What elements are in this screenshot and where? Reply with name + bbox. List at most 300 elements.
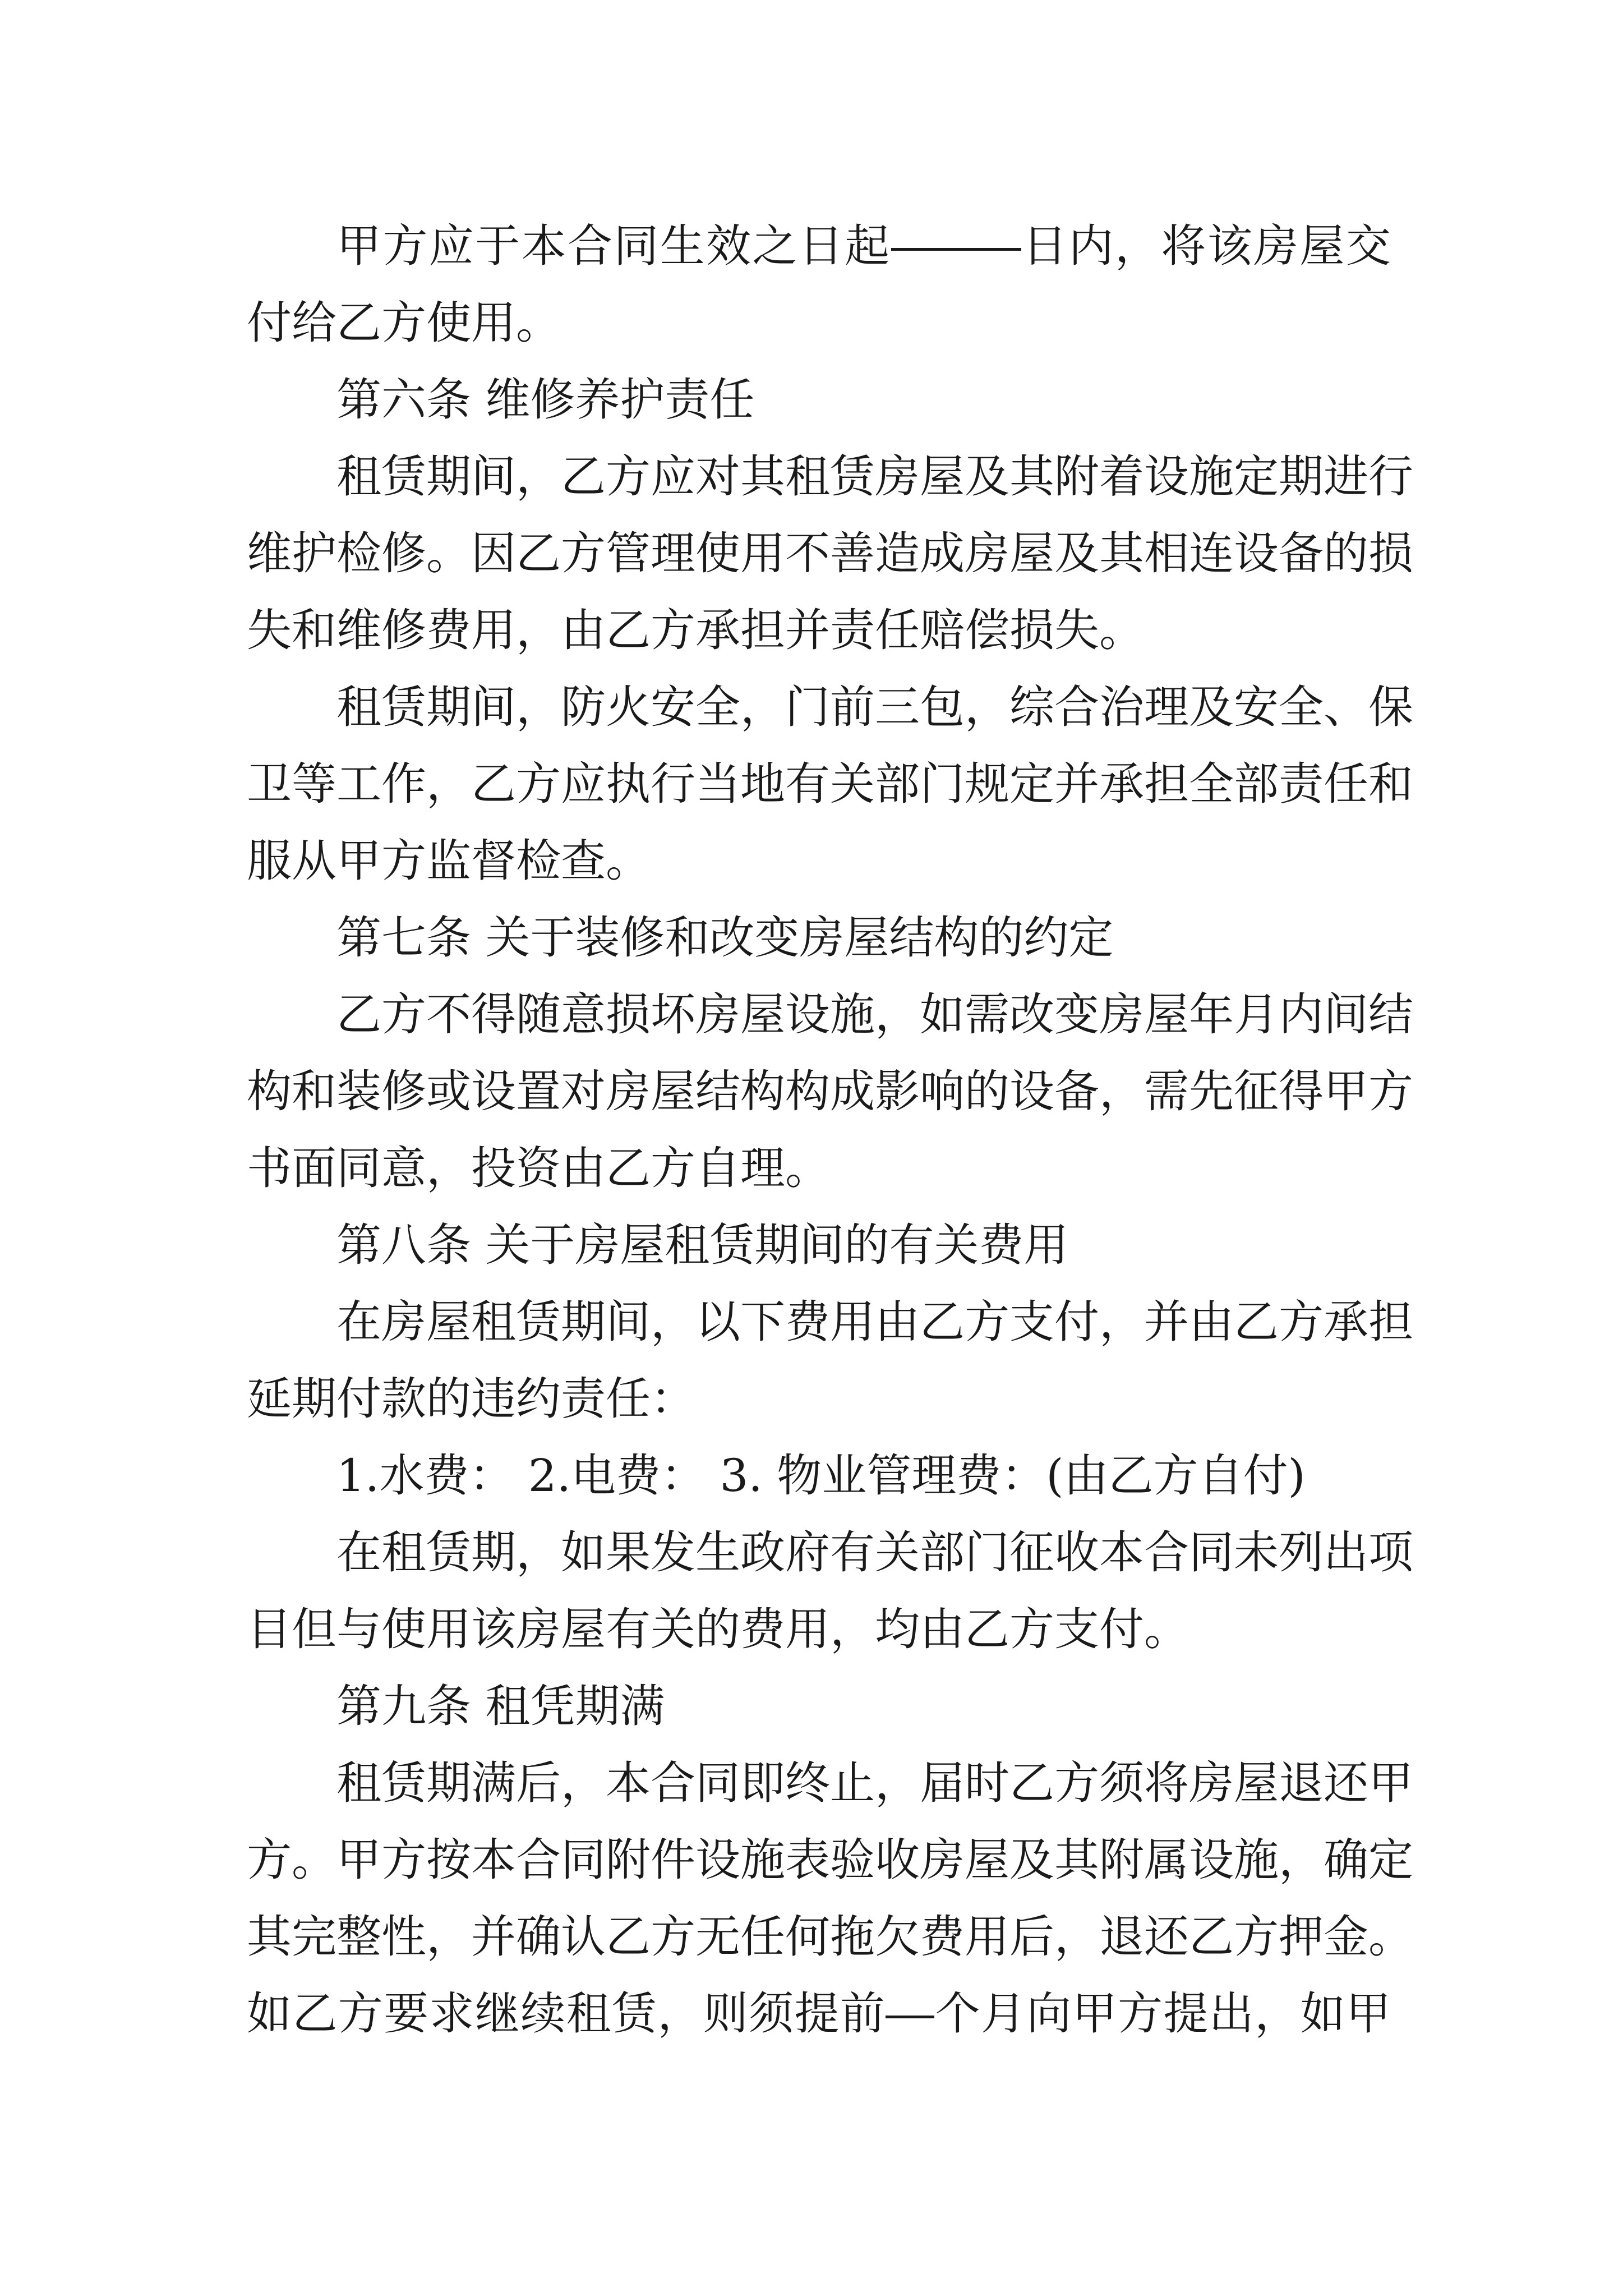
text-glyph: 屋 [426,1296,471,1348]
text-glyph: 同 [695,1757,740,1809]
text-glyph: 对 [695,450,740,503]
text-glyph: 甲 [336,1834,381,1886]
text-glyph: 后 [1009,1911,1054,1963]
text-glyph: 设 [1009,1065,1054,1117]
text-glyph: 列 [1279,1526,1324,1579]
text-glyph: 随 [516,988,561,1041]
text-glyph: 设 [471,1065,516,1117]
text-glyph: 起 [845,220,890,272]
text-glyph: 效 [706,220,751,272]
text-line: 目但与使用该房屋有关的费用，均由乙方支付。 [247,1603,1189,1655]
text-glyph: 由 [1189,1296,1234,1348]
text-glyph: 乙 [336,988,381,1041]
text-glyph: 承 [1324,1296,1368,1348]
fill-in-blank [886,1975,934,2018]
text-glyph: 按 [426,1834,471,1886]
text-glyph: 乙 [516,527,561,579]
text-glyph: 期 [426,681,471,733]
text-glyph: 如 [1300,1987,1345,2040]
text-glyph: 付 [1054,1296,1099,1348]
text-glyph: 方 [247,1834,292,1886]
text-glyph: 续 [520,1987,566,2040]
text-line [247,515,1413,592]
text-glyph: 管 [606,527,651,579]
text-glyph: 发 [651,1526,695,1579]
text-glyph: 费 [920,1911,965,1963]
text-glyph: 属 [1144,1834,1189,1886]
text-glyph: 本 [521,220,566,272]
text-glyph: 前 [840,1987,885,2040]
text-glyph: 间 [1324,988,1368,1041]
text-glyph: 理 [651,527,695,579]
text-glyph: 房 [1099,988,1144,1041]
text-glyph: 地 [740,758,785,810]
text-glyph: 或 [426,1065,471,1117]
text-glyph: 确 [1324,1834,1368,1886]
text-glyph: 行 [651,758,695,810]
text-glyph: 的 [965,1065,1009,1117]
text-glyph: 方 [1118,1987,1163,2040]
text-glyph: 屋 [1299,220,1345,272]
text-glyph: 内 [1279,988,1324,1041]
text-glyph: 本 [1099,1526,1144,1579]
text-glyph: 有 [785,758,830,810]
text-glyph: 全 [695,681,740,733]
text-glyph: 关 [875,1526,920,1579]
text-glyph: 方 [516,758,561,810]
text-line [247,1975,1391,2052]
text-glyph: 月 [981,1987,1026,2040]
text-glyph: 期 [426,450,471,503]
text-glyph: 及 [1009,1834,1054,1886]
text-glyph: 之 [752,220,797,272]
text-glyph: 表 [785,1834,830,1886]
text-glyph: 租 [785,450,830,503]
text-glyph: 还 [1324,1757,1368,1809]
text-glyph: 置 [516,1065,561,1117]
text-glyph: 房 [1189,1757,1234,1809]
text-glyph: 征 [1009,1526,1054,1579]
text-glyph: 房 [695,988,740,1041]
text-glyph: 须 [749,1987,794,2040]
text-glyph: 附 [1099,1834,1144,1886]
text-glyph: 关 [830,758,875,810]
text-glyph: 乙 [920,1296,965,1348]
text-glyph: 部 [1234,758,1279,810]
text-line [247,1898,1413,1975]
text-glyph: 承 [1099,758,1144,810]
text-line [247,976,1413,1053]
text-glyph: 构 [785,1065,830,1117]
text-glyph: 其 [1099,527,1144,579]
text-glyph: 方 [561,527,606,579]
text-glyph: 及 [1189,681,1234,733]
text-glyph: 无 [695,1911,740,1963]
text-glyph: 。 [1368,1911,1413,1963]
text-glyph: 屋 [651,1065,695,1117]
text-glyph: 如 [920,988,965,1041]
text-glyph: 租 [336,681,381,733]
text-glyph: 租 [336,1757,381,1809]
text-glyph: 构 [740,1065,785,1117]
text-glyph: 房 [381,1296,426,1348]
text-glyph: 结 [1368,988,1413,1041]
text-glyph: 护 [292,527,336,579]
text-glyph: 出 [1209,1987,1254,2040]
text-glyph: 损 [606,988,651,1041]
text-glyph: 征 [1234,1065,1279,1117]
text-glyph: 损 [1368,527,1413,579]
text-glyph: 前 [830,681,875,733]
text-glyph: 方 [1234,1911,1279,1963]
text-glyph: 满 [471,1757,516,1809]
text-glyph: 本 [471,1834,516,1886]
text-glyph: 相 [1144,527,1189,579]
text-glyph: 及 [1054,527,1099,579]
text-glyph: 欠 [875,1911,920,1963]
text-glyph: 房 [606,1065,651,1117]
text-glyph: 定 [1234,450,1279,503]
text-glyph: ， [651,1296,695,1348]
text-glyph: 火 [606,681,651,733]
text-glyph: 和 [1368,758,1413,810]
text-glyph: 同 [561,1834,606,1886]
text-glyph: 全 [1189,758,1234,810]
text-glyph: 施 [740,1834,785,1886]
text-glyph: ， [516,681,561,733]
text-glyph: ， [561,1757,606,1809]
text-glyph: 三 [875,681,920,733]
text-glyph: 用 [830,1296,875,1348]
text-glyph: 房 [965,527,1009,579]
text-glyph: 设 [785,988,830,1041]
text-glyph: 不 [785,527,830,579]
text-glyph: 的 [1324,527,1368,579]
text-glyph: ， [740,681,785,733]
text-glyph: 工 [336,758,381,810]
text-glyph: 、 [1324,681,1368,733]
text-glyph: 构 [247,1065,292,1117]
text-glyph: 装 [336,1065,381,1117]
text-glyph: 方 [1279,1296,1324,1348]
text-glyph: ， [657,1987,703,2040]
text-line: 付给乙方使用。 [247,297,561,349]
text-glyph: 保 [1368,681,1413,733]
text-glyph: 因 [471,527,516,579]
text-line [247,746,1413,822]
text-glyph: 应 [561,758,606,810]
text-glyph: ， [1114,220,1160,272]
text-glyph: 结 [695,1065,740,1117]
text-glyph: 由 [875,1296,920,1348]
text-glyph: 乙 [1189,1911,1234,1963]
section-heading: 第七条 关于装修和改变房屋结构的约定 [336,912,1114,964]
text-glyph: 任 [1324,758,1368,810]
text-glyph: 设 [695,1834,740,1886]
text-glyph: 设 [1234,527,1279,579]
text-glyph: 其 [740,450,785,503]
text-glyph: 何 [785,1911,830,1963]
text-glyph: 租 [336,450,381,503]
text-glyph: 卫 [247,758,292,810]
text-glyph: 在 [336,1296,381,1348]
text-glyph: 定 [1368,1834,1413,1886]
text-glyph: 期 [561,1296,606,1348]
text-glyph: 方 [606,450,651,503]
section-heading: 第八条 关于房屋租赁期间的有关费用 [336,1219,1069,1271]
text-glyph: 未 [1234,1526,1279,1579]
text-glyph: ， [516,1526,561,1579]
text-glyph: 并 [1054,758,1099,810]
text-glyph: 有 [830,1526,875,1579]
text-glyph: 影 [875,1065,920,1117]
text-glyph: 拖 [830,1911,875,1963]
text-glyph: 屋 [1234,1757,1279,1809]
text-glyph: 验 [830,1834,875,1886]
text-glyph: 赁 [612,1987,657,2040]
text-line [247,669,1413,746]
text-glyph: 善 [830,527,875,579]
text-glyph: 乙 [561,450,606,503]
text-glyph: 屋 [920,450,965,503]
text-glyph: ， [965,681,1009,733]
text-glyph: 全 [1279,681,1324,733]
text-glyph: 项 [1368,1526,1413,1579]
text-glyph: 施 [1234,1834,1279,1886]
text-glyph: 备 [1054,1065,1099,1117]
text-glyph: 整 [336,1911,381,1963]
text-glyph: 房 [875,450,920,503]
text-glyph: 件 [651,1834,695,1886]
text-glyph: 定 [1009,758,1054,810]
text-glyph: 用 [965,1911,1009,1963]
text-glyph: 合 [567,220,612,272]
text-glyph: 着 [1099,450,1144,503]
text-glyph: 赁 [381,450,426,503]
text-glyph: 方 [965,1296,1009,1348]
text-glyph: 间 [471,681,516,733]
text-glyph: 合 [1054,681,1099,733]
text-glyph: 下 [740,1296,785,1348]
text-glyph: 行 [1368,450,1413,503]
text-glyph: ， [1279,1834,1324,1886]
text-glyph: 间 [606,1296,651,1348]
text-glyph: 成 [830,1065,875,1117]
text-glyph: 责 [1279,758,1324,810]
text-glyph: 向 [1026,1987,1072,2040]
text-line [247,1283,1413,1360]
text-glyph: 检 [336,527,381,579]
text-glyph: 对 [561,1065,606,1117]
text-glyph: ， [1099,1296,1144,1348]
text-glyph: 费 [785,1296,830,1348]
text-glyph: 。 [292,1834,336,1886]
text-glyph: 并 [1144,1296,1189,1348]
text-glyph: 执 [606,758,651,810]
text-line [247,1745,1413,1821]
text-glyph: 确 [516,1911,561,1963]
text-glyph: 赁 [381,681,426,733]
text-glyph: 止 [830,1757,875,1809]
text-glyph: 乙 [1234,1296,1279,1348]
text-glyph: 赁 [426,1526,471,1579]
text-glyph: 应 [428,220,474,272]
text-glyph: 乙 [292,1987,338,2040]
text-glyph: 收 [875,1834,920,1886]
text-glyph: 支 [1009,1296,1054,1348]
text-glyph: 部 [920,1526,965,1579]
text-glyph: 得 [471,988,516,1041]
text-glyph: 乙 [606,1911,651,1963]
text-glyph: 响 [920,1065,965,1117]
text-glyph: 包 [920,681,965,733]
text-line: 服从甲方监督检查。 [247,835,651,887]
text-glyph: 先 [1189,1065,1234,1117]
text-glyph: 门 [965,1526,1009,1579]
text-glyph: 并 [471,1911,516,1963]
text-glyph: 备 [1279,527,1324,579]
text-glyph: 内 [1068,220,1114,272]
text-glyph: 其 [247,1911,292,1963]
text-glyph: 要 [384,1987,429,2040]
text-glyph: 求 [429,1987,474,2040]
text-glyph: 性 [381,1911,426,1963]
text-glyph: ， [426,1911,471,1963]
text-glyph: 日 [1022,220,1068,272]
text-glyph: 造 [875,527,920,579]
text-glyph: 生 [660,220,705,272]
text-glyph: 坏 [651,988,695,1041]
text-glyph: 。 [426,527,471,579]
text-glyph: ， [426,758,471,810]
text-glyph: 期 [1279,450,1324,503]
text-glyph: 附 [1054,450,1099,503]
text-glyph: 甲 [1072,1987,1117,2040]
text-glyph: 担 [1144,758,1189,810]
text-glyph: 月 [1234,988,1279,1041]
text-glyph: 提 [1163,1987,1209,2040]
text-glyph: 修 [381,527,426,579]
text-glyph: 屋 [1009,527,1054,579]
text-glyph: 于 [475,220,520,272]
text-glyph: 防 [561,681,606,733]
text-glyph: 附 [606,1834,651,1886]
text-glyph: 认 [561,1911,606,1963]
text-glyph: 乙 [471,758,516,810]
text-glyph: 理 [1144,681,1189,733]
text-glyph: ， [1255,1987,1300,2040]
text-glyph: 使 [695,527,740,579]
text-glyph: 日 [798,220,843,272]
text-glyph: 租 [471,1296,516,1348]
text-glyph: 赁 [516,1296,561,1348]
text-glyph: 期 [471,1526,516,1579]
text-glyph: 连 [1189,527,1234,579]
text-glyph: 生 [695,1526,740,1579]
text-glyph: 押 [1279,1911,1324,1963]
text-glyph: 将 [1161,220,1206,272]
text-glyph: 即 [740,1757,785,1809]
text-glyph: 提 [794,1987,840,2040]
text-glyph: 施 [1189,450,1234,503]
text-glyph: 本 [606,1757,651,1809]
text-glyph: 租 [566,1987,611,2040]
fill-in-blank [891,208,1021,251]
text-glyph: 意 [561,988,606,1041]
text-glyph: 设 [1189,1834,1234,1886]
text-glyph: 屋 [965,1834,1009,1886]
text-glyph: 政 [740,1526,785,1579]
text-glyph: 同 [1189,1526,1234,1579]
text-glyph: 收 [1054,1526,1099,1579]
text-glyph: 任 [740,1911,785,1963]
text-glyph: 成 [920,527,965,579]
text-glyph: 以 [695,1296,740,1348]
text-line [247,1514,1413,1591]
text-glyph: 退 [1099,1911,1144,1963]
text-glyph: 合 [651,1757,695,1809]
text-glyph: 改 [1009,988,1054,1041]
text-glyph: ， [1099,1065,1144,1117]
text-glyph: 应 [651,450,695,503]
text-glyph: 完 [292,1911,336,1963]
text-glyph: 房 [1253,220,1299,272]
text-glyph: 期 [426,1757,471,1809]
text-glyph: 赁 [381,1757,426,1809]
text-glyph: 甲 [1368,1757,1413,1809]
text-glyph: 间 [471,450,516,503]
text-glyph: 甲 [1346,1987,1391,2040]
text-glyph: 方 [381,1834,426,1886]
text-glyph: 赁 [830,450,875,503]
text-glyph: 综 [1009,681,1054,733]
section-heading: 第九条 租凭期满 [336,1680,665,1732]
text-glyph: ， [875,1757,920,1809]
text-glyph: 不 [426,988,471,1041]
text-glyph: 合 [1144,1526,1189,1579]
text-glyph: 其 [1054,1834,1099,1886]
text-glyph: 等 [292,758,336,810]
text-line [247,1053,1413,1130]
text-glyph: 还 [1144,1911,1189,1963]
text-glyph: 进 [1324,450,1368,503]
text-glyph: 届 [920,1757,965,1809]
document-body [247,208,1413,2052]
text-glyph: 方 [381,988,426,1041]
text-glyph: 及 [965,450,1009,503]
text-glyph: 屋 [740,988,785,1041]
text-glyph: 安 [1234,681,1279,733]
text-glyph: 方 [651,1911,695,1963]
text-glyph: 部 [875,758,920,810]
text-glyph: 屋 [1144,988,1189,1041]
text-glyph: 果 [606,1526,651,1579]
text-glyph: 房 [920,1834,965,1886]
text-glyph: 将 [1144,1757,1189,1809]
text-glyph: 如 [247,1987,292,2040]
text-glyph: 同 [614,220,659,272]
text-glyph: 时 [965,1757,1009,1809]
text-glyph: 则 [703,1987,748,2040]
text-glyph: 作 [381,758,426,810]
text-glyph: 交 [1345,220,1391,272]
text-glyph: 变 [1054,988,1099,1041]
text-glyph: 年 [1189,988,1234,1041]
text-glyph: 该 [1207,220,1252,272]
text-glyph: 合 [516,1834,561,1886]
text-glyph: ， [875,988,920,1041]
text-line [247,438,1413,515]
